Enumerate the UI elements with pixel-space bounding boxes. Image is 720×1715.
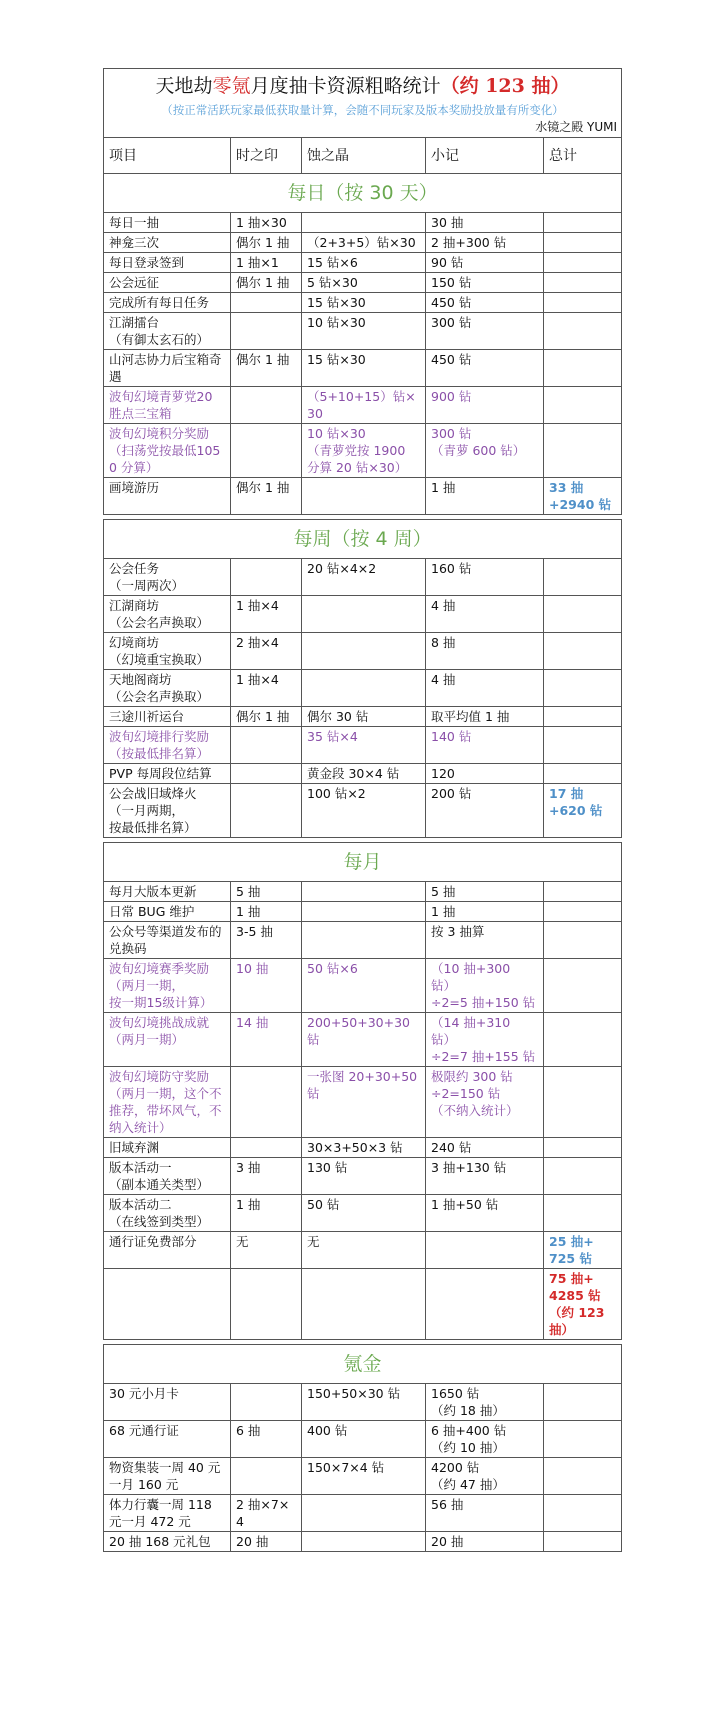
cell-seal: 2 抽×7×4 — [231, 1495, 302, 1532]
cell-total: 75 抽+ 4285 钻 （约 123 抽） — [544, 1269, 622, 1340]
cell-item: 20 抽 168 元礼包 — [104, 1532, 231, 1552]
cell-note: 900 钻 — [426, 387, 544, 424]
cell-item: 山河志协力后宝箱奇遇 — [104, 350, 231, 387]
cell-item: 每日一抽 — [104, 213, 231, 233]
table-row — [104, 313, 622, 350]
cell-crystal — [302, 478, 426, 515]
title-part3: 月度抽卡资源粗略统计 — [250, 75, 441, 97]
cell-crystal: 10 钻×30 — [302, 313, 426, 350]
cell-note: 20 抽 — [426, 1532, 544, 1552]
cell-seal — [231, 1269, 302, 1340]
table-row — [104, 1458, 622, 1495]
cell-note: 4 抽 — [426, 596, 544, 633]
cell-seal — [231, 424, 302, 478]
cell-crystal: 15 钻×30 — [302, 350, 426, 387]
cell-crystal: 15 钻×6 — [302, 253, 426, 273]
table-row — [104, 1013, 622, 1067]
cell-total: 17 抽 +620 钻 — [544, 784, 622, 838]
cell-item: 波旬幻境青萝党20 胜点三宝箱 — [104, 387, 231, 424]
cell-item: 体力行囊一周 118 元一月 472 元 — [104, 1495, 231, 1532]
table-row — [104, 1421, 622, 1458]
cell-crystal — [302, 1269, 426, 1340]
section-title: 氪金 — [104, 1345, 622, 1384]
cell-total — [544, 1532, 622, 1552]
cell-item: 日常 BUG 维护 — [104, 902, 231, 922]
cell-total — [544, 633, 622, 670]
cell-crystal: 20 钻×4×2 — [302, 559, 426, 596]
cell-note: 按 3 抽算 — [426, 922, 544, 959]
cell-seal — [231, 727, 302, 764]
table-row — [104, 1158, 622, 1195]
table-row — [104, 727, 622, 764]
section-header-paid — [104, 1345, 622, 1384]
header-crystal: 蚀之晶 — [302, 138, 426, 174]
table-row — [104, 1138, 622, 1158]
table-row — [104, 882, 622, 902]
cell-total — [544, 1384, 622, 1421]
cell-crystal: 35 钻×4 — [302, 727, 426, 764]
cell-seal: 偶尔 1 抽 — [231, 478, 302, 515]
cell-note: 1 抽 — [426, 902, 544, 922]
cell-seal: 1 抽 — [231, 902, 302, 922]
cell-total: 25 抽+ 725 钻 — [544, 1232, 622, 1269]
cell-note: 4 抽 — [426, 670, 544, 707]
title-cell — [104, 69, 622, 138]
cell-item: 天地阁商坊 （公会名声换取） — [104, 670, 231, 707]
cell-item: PVP 每周段位结算 — [104, 764, 231, 784]
cell-seal: 10 抽 — [231, 959, 302, 1013]
table-row — [104, 1532, 622, 1552]
cell-total — [544, 1138, 622, 1158]
cell-note: 8 抽 — [426, 633, 544, 670]
table-row — [104, 424, 622, 478]
cell-seal: 5 抽 — [231, 882, 302, 902]
table-row — [104, 1232, 622, 1269]
table-row — [104, 1384, 622, 1421]
table-row — [104, 559, 622, 596]
table-row — [104, 253, 622, 273]
cell-item: 68 元通行证 — [104, 1421, 231, 1458]
cell-total — [544, 670, 622, 707]
cell-crystal: 150×7×4 钻 — [302, 1458, 426, 1495]
cell-total — [544, 1067, 622, 1138]
section-header-monthly — [104, 843, 622, 882]
cell-crystal — [302, 922, 426, 959]
table-row — [104, 350, 622, 387]
cell-seal — [231, 784, 302, 838]
cell-item: 版本活动一 （副本通关类型） — [104, 1158, 231, 1195]
cell-seal: 6 抽 — [231, 1421, 302, 1458]
cell-seal — [231, 559, 302, 596]
cell-item: 公会任务 （一周两次） — [104, 559, 231, 596]
resource-table — [103, 68, 622, 1552]
cell-crystal: 一张图 20+30+50 钻 — [302, 1067, 426, 1138]
cell-seal — [231, 1384, 302, 1421]
cell-item: 波旬幻境积分奖励（扫荡党按最低1050 分算） — [104, 424, 231, 478]
cell-crystal: 5 钻×30 — [302, 273, 426, 293]
cell-seal — [231, 313, 302, 350]
cell-note: 1 抽 — [426, 478, 544, 515]
cell-crystal: 30×3+50×3 钻 — [302, 1138, 426, 1158]
cell-total — [544, 1458, 622, 1495]
section-header-daily — [104, 174, 622, 213]
cell-item: 幻境商坊 （幻境重宝换取） — [104, 633, 231, 670]
cell-note: 450 钻 — [426, 350, 544, 387]
table-row — [104, 1495, 622, 1532]
cell-seal — [231, 1067, 302, 1138]
cell-total — [544, 313, 622, 350]
cell-seal: 偶尔 1 抽 — [231, 707, 302, 727]
cell-crystal — [302, 1532, 426, 1552]
cell-total — [544, 959, 622, 1013]
cell-crystal: 15 钻×30 — [302, 293, 426, 313]
header-row — [104, 138, 622, 174]
cell-total — [544, 1495, 622, 1532]
table-row — [104, 707, 622, 727]
cell-item: 旧域弃渊 — [104, 1138, 231, 1158]
section-title: 每月 — [104, 843, 622, 882]
table-row — [104, 922, 622, 959]
cell-note: 极限约 300 钻 ÷2=150 钻 （不纳入统计） — [426, 1067, 544, 1138]
cell-seal — [231, 764, 302, 784]
cell-item: 公会战旧域烽火 （一月两期， 按最低排名算） — [104, 784, 231, 838]
cell-total — [544, 559, 622, 596]
cell-note: 300 钻 — [426, 313, 544, 350]
cell-crystal — [302, 596, 426, 633]
cell-item: 波旬幻境挑战成就（两月一期） — [104, 1013, 231, 1067]
table-row — [104, 902, 622, 922]
cell-item: 公众号等渠道发布的兑换码 — [104, 922, 231, 959]
cell-total — [544, 1013, 622, 1067]
table-row — [104, 478, 622, 515]
table-row — [104, 959, 622, 1013]
cell-note: 120 — [426, 764, 544, 784]
cell-seal: 1 抽×4 — [231, 670, 302, 707]
cell-item: 三途川祈运台 — [104, 707, 231, 727]
cell-item: 物资集装一周 40 元 一月 160 元 — [104, 1458, 231, 1495]
cell-item: 波旬幻境防守奖励 （两月一期，这个不推荐，带坏风气，不纳入统计） — [104, 1067, 231, 1138]
header-item: 项目 — [104, 138, 231, 174]
section-header-weekly — [104, 520, 622, 559]
cell-seal — [231, 293, 302, 313]
document — [103, 68, 621, 1552]
cell-note: （14 抽+310 钻） ÷2=7 抽+155 钻 — [426, 1013, 544, 1067]
cell-total: 33 抽 +2940 钻 — [544, 478, 622, 515]
cell-item: 通行证免费部分 — [104, 1232, 231, 1269]
cell-item — [104, 1269, 231, 1340]
author-credit: 水镜之殿 YUMI — [535, 120, 618, 134]
cell-seal: 20 抽 — [231, 1532, 302, 1552]
table-row — [104, 387, 622, 424]
cell-item: 公会远征 — [104, 273, 231, 293]
cell-total — [544, 1158, 622, 1195]
cell-crystal — [302, 882, 426, 902]
cell-crystal: 黄金段 30×4 钻 — [302, 764, 426, 784]
cell-seal: 3 抽 — [231, 1158, 302, 1195]
cell-item: 神龛三次 — [104, 233, 231, 253]
cell-item: 30 元小月卡 — [104, 1384, 231, 1421]
cell-total — [544, 707, 622, 727]
cell-note: 1 抽+50 钻 — [426, 1195, 544, 1232]
cell-note: 2 抽+300 钻 — [426, 233, 544, 253]
cell-total — [544, 273, 622, 293]
cell-total — [544, 350, 622, 387]
cell-note: 200 钻 — [426, 784, 544, 838]
cell-seal — [231, 387, 302, 424]
cell-note: 150 钻 — [426, 273, 544, 293]
cell-note: 56 抽 — [426, 1495, 544, 1532]
cell-seal: 14 抽 — [231, 1013, 302, 1067]
cell-crystal: 50 钻 — [302, 1195, 426, 1232]
cell-note — [426, 1232, 544, 1269]
cell-note: （10 抽+300 钻） ÷2=5 抽+150 钻 — [426, 959, 544, 1013]
section-title: 每日（按 30 天） — [104, 174, 622, 213]
cell-seal — [231, 1458, 302, 1495]
cell-seal: 1 抽×4 — [231, 596, 302, 633]
cell-note: 90 钻 — [426, 253, 544, 273]
cell-seal: 偶尔 1 抽 — [231, 350, 302, 387]
title-row — [104, 69, 622, 138]
cell-crystal: 无 — [302, 1232, 426, 1269]
cell-note: 4200 钻 （约 47 抽） — [426, 1458, 544, 1495]
header-seal: 时之印 — [231, 138, 302, 174]
cell-crystal — [302, 633, 426, 670]
cell-item: 画境游历 — [104, 478, 231, 515]
cell-note: 240 钻 — [426, 1138, 544, 1158]
cell-note: 30 抽 — [426, 213, 544, 233]
cell-seal: 偶尔 1 抽 — [231, 273, 302, 293]
cell-seal — [231, 1138, 302, 1158]
cell-crystal: （2+3+5）钻×30 — [302, 233, 426, 253]
cell-note: 3 抽+130 钻 — [426, 1158, 544, 1195]
cell-note: 5 抽 — [426, 882, 544, 902]
title-total-red: （约 123 抽） — [440, 75, 570, 97]
cell-note: 140 钻 — [426, 727, 544, 764]
cell-crystal: 50 钻×6 — [302, 959, 426, 1013]
cell-crystal: 200+50+30+30 钻 — [302, 1013, 426, 1067]
page-subtitle: （按正常活跃玩家最低获取量计算，会随不同玩家及版本奖励投放量有所变化） — [161, 103, 564, 117]
table-row — [104, 1195, 622, 1232]
cell-total — [544, 764, 622, 784]
table-row — [104, 273, 622, 293]
cell-seal: 1 抽×30 — [231, 213, 302, 233]
cell-note: 300 钻 （青萝 600 钻） — [426, 424, 544, 478]
cell-item: 波旬幻境排行奖励 （按最低排名算） — [104, 727, 231, 764]
cell-seal: 1 抽 — [231, 1195, 302, 1232]
cell-total — [544, 293, 622, 313]
cell-crystal — [302, 213, 426, 233]
page-title — [108, 71, 617, 101]
cell-total — [544, 253, 622, 273]
cell-total — [544, 902, 622, 922]
cell-total — [544, 922, 622, 959]
title-part1: 天地劫 — [155, 75, 213, 97]
cell-item: 每日登录签到 — [104, 253, 231, 273]
cell-total — [544, 882, 622, 902]
cell-crystal: 130 钻 — [302, 1158, 426, 1195]
cell-crystal: 偶尔 30 钻 — [302, 707, 426, 727]
table-row — [104, 596, 622, 633]
title-highlight-red: 零氪 — [212, 75, 251, 97]
table-row — [104, 633, 622, 670]
cell-note: 160 钻 — [426, 559, 544, 596]
table-row — [104, 293, 622, 313]
cell-item: 江湖擂台 （有御太玄石的） — [104, 313, 231, 350]
table-row — [104, 233, 622, 253]
cell-crystal: 10 钻×30 （青萝党按 1900 分算 20 钻×30） — [302, 424, 426, 478]
cell-crystal: 100 钻×2 — [302, 784, 426, 838]
cell-total — [544, 213, 622, 233]
cell-total — [544, 1195, 622, 1232]
table-row — [104, 670, 622, 707]
cell-note: 1650 钻 （约 18 抽） — [426, 1384, 544, 1421]
cell-crystal — [302, 902, 426, 922]
cell-seal: 2 抽×4 — [231, 633, 302, 670]
header-total: 总计 — [544, 138, 622, 174]
cell-note: 6 抽+400 钻 （约 10 抽） — [426, 1421, 544, 1458]
header-note: 小记 — [426, 138, 544, 174]
cell-total — [544, 387, 622, 424]
table-row — [104, 784, 622, 838]
table-row — [104, 1067, 622, 1138]
cell-note: 取平均值 1 抽 — [426, 707, 544, 727]
cell-item: 完成所有每日任务 — [104, 293, 231, 313]
cell-seal: 无 — [231, 1232, 302, 1269]
cell-total — [544, 727, 622, 764]
cell-total — [544, 233, 622, 253]
cell-item: 版本活动二 （在线签到类型） — [104, 1195, 231, 1232]
table-row — [104, 213, 622, 233]
cell-crystal: 400 钻 — [302, 1421, 426, 1458]
cell-total — [544, 1421, 622, 1458]
cell-seal: 偶尔 1 抽 — [231, 233, 302, 253]
cell-total — [544, 424, 622, 478]
cell-item: 波旬幻境赛季奖励（两月一期， 按一期15级计算） — [104, 959, 231, 1013]
cell-note — [426, 1269, 544, 1340]
table-row — [104, 1269, 622, 1340]
cell-item: 每月大版本更新 — [104, 882, 231, 902]
section-title: 每周（按 4 周） — [104, 520, 622, 559]
cell-note: 450 钻 — [426, 293, 544, 313]
table-row — [104, 764, 622, 784]
cell-crystal — [302, 670, 426, 707]
cell-crystal: 150+50×30 钻 — [302, 1384, 426, 1421]
cell-crystal: （5+10+15）钻×30 — [302, 387, 426, 424]
cell-seal: 1 抽×1 — [231, 253, 302, 273]
cell-total — [544, 596, 622, 633]
cell-crystal — [302, 1495, 426, 1532]
cell-item: 江湖商坊 （公会名声换取） — [104, 596, 231, 633]
cell-seal: 3-5 抽 — [231, 922, 302, 959]
